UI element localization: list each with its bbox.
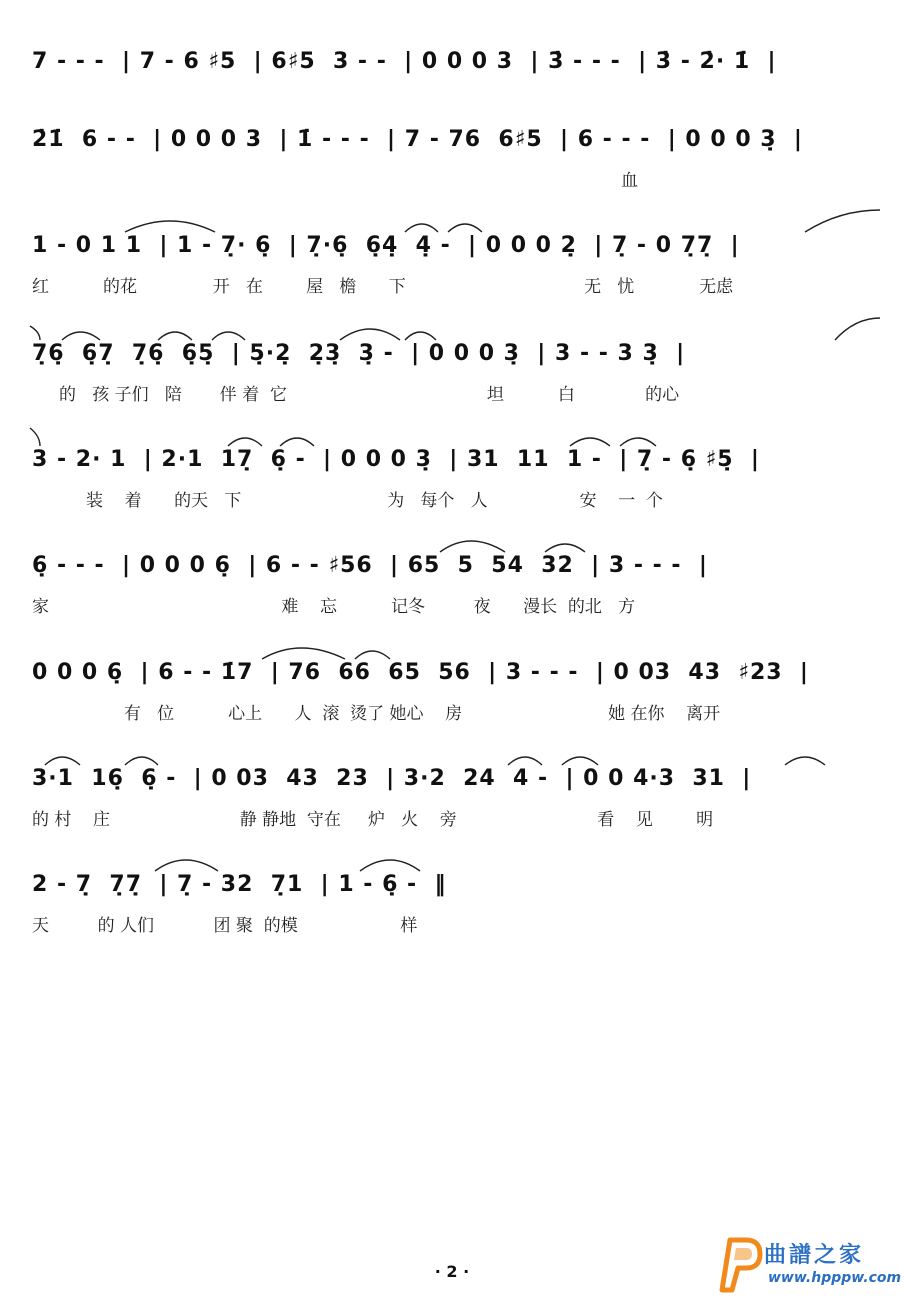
- notation-line: 7̣6̣ 6̣7̣ 7̣6̣ 6̣5̣ | 5̣·2̣ 2̣3̣ 3̣ - | 0 0 0 3̣ | 3 - - 3 3̣ |: [32, 341, 686, 366]
- lyric-line: 红 的花 开 在 屋 檐 下 无 忧 无虑: [32, 277, 734, 297]
- notation-line: 2 - 7̣ 7̣7̣ | 7̣ - 32 7̣1 | 1 - 6̣ - ‖: [32, 872, 447, 897]
- notation-line: 7 - - - | 7 - 6 ♯5 | 6♯5 3 - - | 0 0 0 3 | 3̇ - - - | 3̇ - 2̇· 1̇ |: [32, 49, 777, 74]
- lyric-line: [32, 90, 882, 116]
- lyric-line: 血: [32, 171, 639, 191]
- page-number: · 2 ·: [434, 1262, 470, 1281]
- lyric-line: 天 的 人们 团 聚 的模 样: [32, 916, 418, 936]
- lyric-line: 有 位 心上 人 滚 烫了 她心 房 她 在你 离开: [32, 704, 721, 724]
- logo-mark-icon: [716, 1234, 764, 1294]
- notation-line: 0 0 0 6̣ | 6 - - 1̇7 | 76 66 65 56 | 3 - - - | 0 03 43 ♯23 |: [32, 660, 809, 685]
- notation-line: 3 - 2· 1 | 2·1 17̣ 6̣ - | 0 0 0 3̣ | 31 11 1 - | 7̣ - 6̣ ♯5̣ |: [32, 447, 760, 472]
- lyric-line: 装 着 的天 下 为 每个 人 安 一 个: [32, 491, 663, 511]
- logo-title: 曲譜之家: [764, 1243, 865, 1268]
- score-line-9: [0, 867, 904, 967]
- lyric-line: 的 孩 子们 陪 伴 着 它 坦 白 的心: [32, 385, 680, 405]
- logo-url[interactable]: www.hpppw.com: [768, 1270, 902, 1286]
- lyric-line: 家 难 忘 记冬 夜 漫长 的北 方: [32, 597, 636, 617]
- notation-line: 1 - 0 1 1 | 1 - 7̣· 6̣ | 7̣·6̣ 6̣4̣ 4̣ - | 0 0 0 2̣ | 7̣ - 0 7̣7̣ |: [32, 233, 740, 258]
- notation-line: 2̇1̇ 6 - - | 0 0 0 3 | 1̇ - - - | 7 - 76 6♯5 | 6 - - - | 0 0 0 3̣ |: [32, 127, 803, 152]
- notation-line: 6̣ - - - | 0 0 0 6̣ | 6 - - ♯56 | 65 5 54 32 | 3 - - - |: [32, 553, 708, 578]
- site-logo[interactable]: [716, 1232, 902, 1296]
- score-line-3: [0, 228, 904, 328]
- lyric-line: 的 村 庄 静 静地 守在 炉 火 旁 看 见 明: [32, 810, 714, 830]
- notation-line: 3·1 16̣ 6̣ - | 0 03 43 23 | 3·2 24 4 - | 0 0 4·3 31 |: [32, 766, 752, 791]
